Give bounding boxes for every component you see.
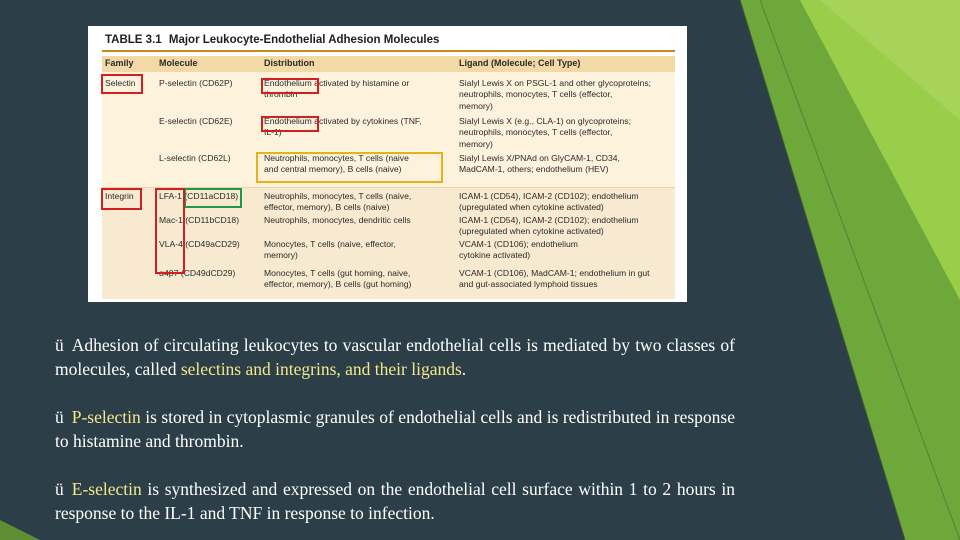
cell-ligand: ICAM-1 (CD54), ICAM-2 (CD102); endothelium (upregulated when cytokine activated) [459, 215, 639, 237]
endothelium-highlight-box-1 [261, 78, 319, 94]
cell-molecule: E-selectin (CD62E) [159, 116, 233, 126]
table-title-text: Major Leukocyte-Endothelial Adhesion Molecules [168, 34, 440, 46]
bullet-p-selectin [55, 405, 735, 453]
cell-molecule: Mac-1 (CD11bCD18) [159, 215, 240, 225]
cell-ligand: Sialyl Lewis X on PSGL-1 and other glycoproteins; neutrophils, monocytes, T cells (effector, memory) [459, 78, 652, 111]
cell-molecule: α4β7 (CD49dCD29) [159, 268, 236, 278]
checkmark-icon: ü [55, 479, 64, 499]
bullet-text: Adhesion of circulating leukocytes to vascular endothelial cells is mediated by two classes of molecules, called [55, 335, 735, 379]
highlighted-term: selectins and integrins, and their ligands [180, 359, 462, 379]
cell-family: Integrin [105, 191, 134, 201]
table-title [105, 34, 439, 46]
cell-distribution: Monocytes, T cells (gut homing, naive, effector, memory), B cells (gut homing) [264, 268, 412, 290]
cell-ligand: ICAM-1 (CD54), ICAM-2 (CD102); endothelium (upregulated when cytokine activated) [459, 191, 639, 213]
cell-distribution: Neutrophils, monocytes, T cells (naive, effector, memory), B cells (naive) [264, 191, 412, 213]
l-selectin-distribution-box [256, 152, 443, 183]
header-family: Family [105, 58, 134, 68]
cell-molecule: VLA-4 (CD49aCD29) [159, 239, 240, 249]
header-distribution: Distribution [264, 58, 315, 68]
lfa1-highlight-box [184, 188, 242, 208]
table-header-row [102, 56, 675, 72]
header-molecule: Molecule [159, 58, 198, 68]
cell-distribution: Neutrophils, monocytes, T cells (naive and central memory), B cells (naive) [264, 153, 409, 175]
cell-distribution: Endothelium activated by cytokines (TNF, IL-1) [264, 116, 422, 138]
cell-molecule: P-selectin (CD62P) [159, 78, 233, 88]
highlighted-term: P-selectin [71, 407, 141, 427]
cell-distribution: Monocytes, T cells (naive, effector, memory) [264, 239, 396, 261]
checkmark-icon: ü [55, 407, 64, 427]
cell-ligand: VCAM-1 (CD106); endothelium cytokine activated) [459, 239, 578, 261]
cell-ligand: Sialyl Lewis X/PNAd on GlyCAM-1, CD34, MadCAM-1, others; endothelium (HEV) [459, 153, 620, 175]
table-number: TABLE 3.1 [105, 34, 162, 46]
title-rule [102, 50, 675, 52]
highlighted-term: E-selectin [71, 479, 142, 499]
bullet-text: is synthesized and expressed on the endothelial cell surface within 1 to 2 hours in response to the IL-1 and TNF in response to infection. [55, 479, 735, 523]
checkmark-icon: ü [55, 335, 64, 355]
bullet-text: . [461, 359, 467, 379]
cell-ligand: VCAM-1 (CD106), MadCAM-1; endothelium in gut and gut-associated lymphoid tissues [459, 268, 650, 290]
integrin-molecules-box [155, 188, 185, 274]
cell-molecule: L-selectin (CD62L) [159, 153, 231, 163]
bullet-text: is stored in cytoplasmic granules of endothelial cells and is redistributed in response to histamine and thrombin. [55, 407, 735, 451]
endothelium-highlight-box-2 [261, 116, 319, 132]
cell-distribution: Endothelium activated by histamine or thrombin [264, 78, 410, 100]
header-ligand: Ligand (Molecule; Cell Type) [459, 58, 581, 68]
adhesion-molecules-table-image [88, 26, 687, 302]
cell-distribution: Neutrophils, monocytes, dendritic cells [264, 215, 411, 225]
bullet-e-selectin [55, 477, 735, 525]
cell-ligand: Sialyl Lewis X (e.g., CLA-1) on glycoproteins; neutrophils, monocytes, T cells (effector, memory) [459, 116, 631, 149]
selectin-highlight-box [101, 74, 143, 94]
cell-family: Selectin [105, 78, 136, 88]
bullet-adhesion [55, 333, 735, 381]
integrin-highlight-box [101, 188, 142, 210]
cell-molecule: LFA-1 (CD11aCD18) [159, 191, 239, 201]
